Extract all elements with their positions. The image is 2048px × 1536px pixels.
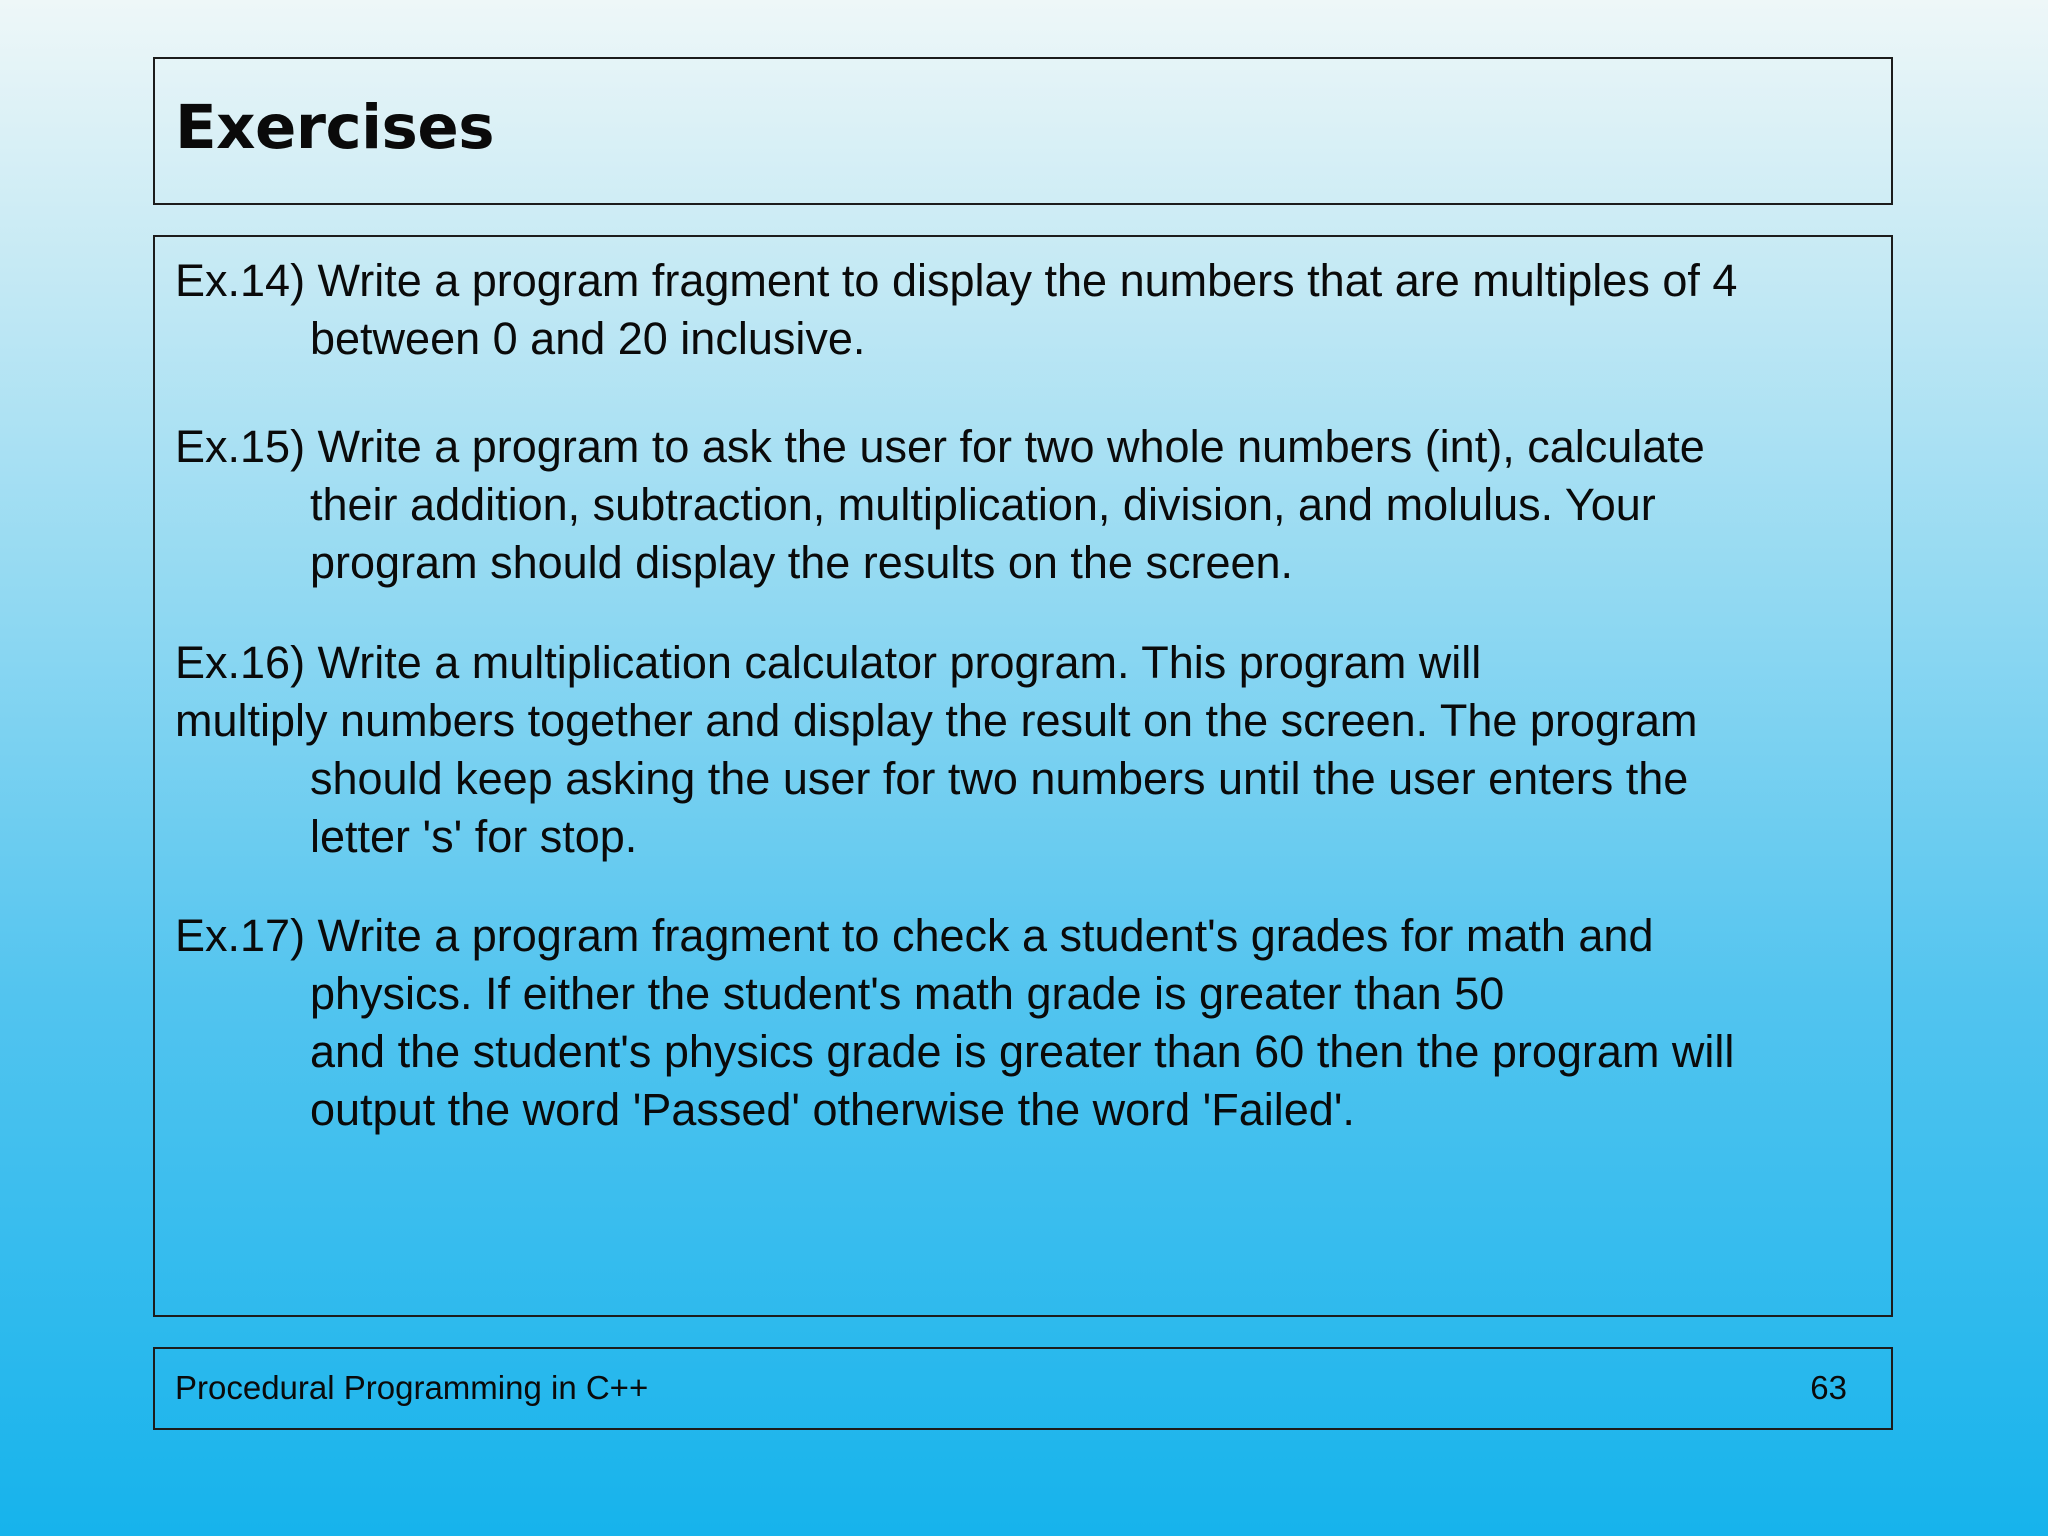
exercise-line: multiply numbers together and display the result on the screen. The program bbox=[175, 695, 1698, 746]
exercise-line: program should display the results on the screen. bbox=[310, 537, 1294, 588]
exercise-line: between 0 and 20 inclusive. bbox=[310, 313, 866, 364]
exercise-line: Ex.15) Write a program to ask the user for two whole numbers (int), calculate bbox=[175, 421, 1705, 472]
slide-title-box bbox=[153, 57, 1893, 205]
exercise-15 bbox=[175, 418, 1705, 592]
exercise-line: and the student's physics grade is greater than 60 then the program will bbox=[310, 1026, 1735, 1077]
slide-title: Exercises bbox=[175, 92, 495, 163]
exercise-line: Ex.17) Write a program fragment to check a student's grades for math and bbox=[175, 910, 1654, 961]
exercise-line: output the word 'Passed' otherwise the word 'Failed'. bbox=[310, 1084, 1355, 1135]
exercise-16 bbox=[175, 634, 1698, 866]
exercise-line: their addition, subtraction, multiplication, division, and molulus. Your bbox=[310, 479, 1656, 530]
exercise-14 bbox=[175, 252, 1737, 368]
exercise-line: physics. If either the student's math grade is greater than 50 bbox=[310, 968, 1505, 1019]
slide-body-box bbox=[153, 235, 1893, 1317]
page-number: 63 bbox=[1810, 1369, 1847, 1406]
slide-footer bbox=[153, 1347, 1893, 1430]
footer-course-title: Procedural Programming in C++ bbox=[175, 1369, 649, 1406]
exercise-line: Ex.14) Write a program fragment to display the numbers that are multiples of 4 bbox=[175, 255, 1738, 306]
exercise-17 bbox=[175, 907, 1734, 1139]
exercise-line: should keep asking the user for two numbers until the user enters the bbox=[310, 753, 1689, 804]
exercise-line: letter 's' for stop. bbox=[310, 811, 638, 862]
exercise-line: Ex.16) Write a multiplication calculator program. This program will bbox=[175, 637, 1482, 688]
